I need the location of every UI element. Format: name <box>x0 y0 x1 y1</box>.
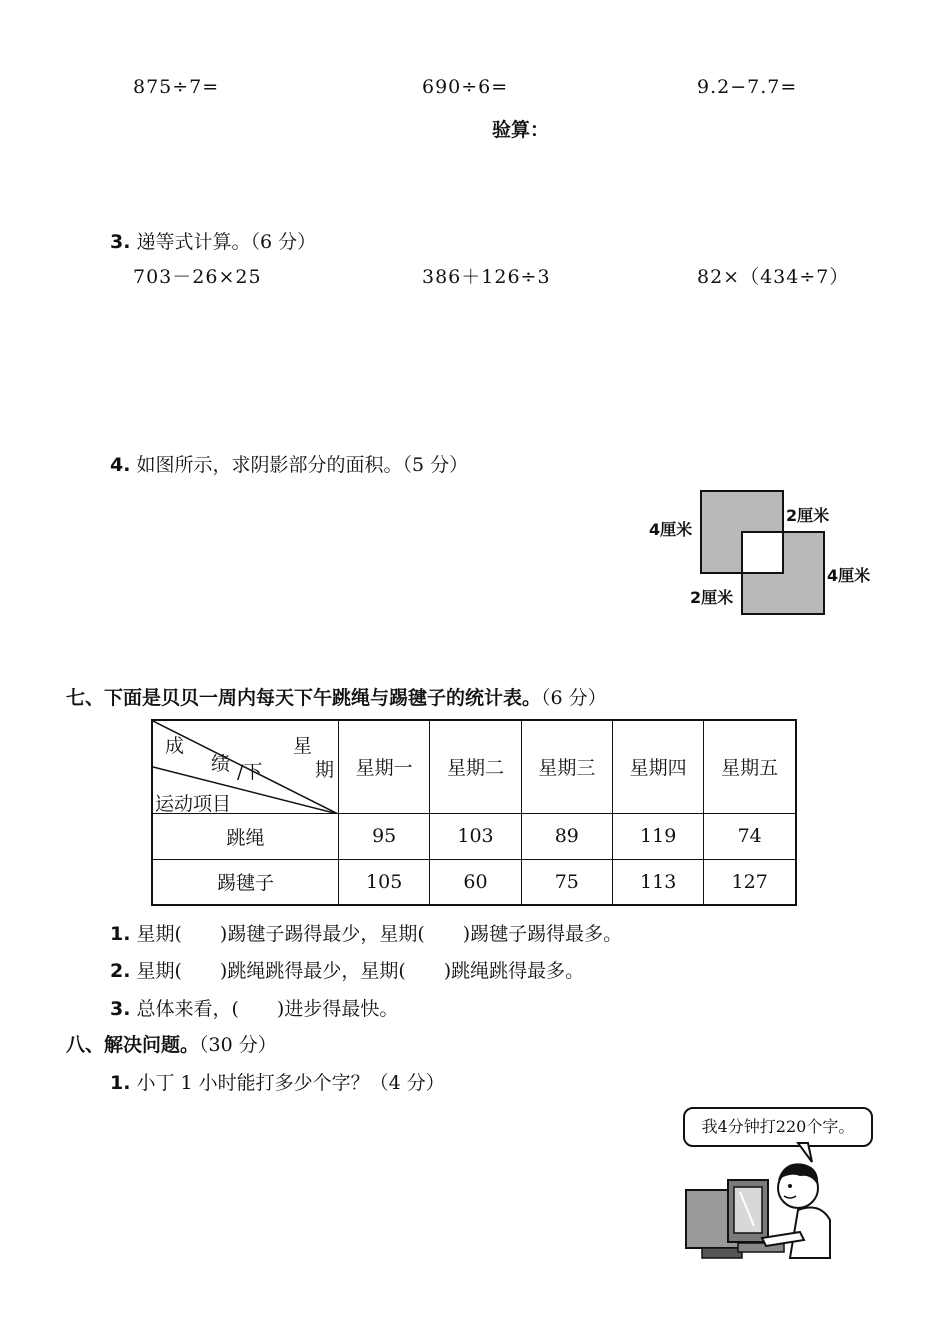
s8-q1-points: （4 分） <box>369 1072 445 1094</box>
q3-expr-1: 703－26×25 <box>133 266 262 288</box>
boy-computer-illustration <box>680 1140 850 1270</box>
s7-q3-text: 总体来看，( )进步得最快。 <box>136 998 399 1020</box>
table-cell: 95 <box>339 813 430 859</box>
corner-xing: 星 <box>293 735 313 757</box>
day-header-2: 星期二 <box>430 720 521 813</box>
table-cell: 89 <box>521 813 612 859</box>
division-expr-3: 9.2−7.7= <box>697 76 798 98</box>
corner-cheng: 成 <box>165 735 185 757</box>
table-cell: 60 <box>430 859 521 905</box>
day-header-3: 星期三 <box>521 720 612 813</box>
s7-q2-number: 2. <box>110 960 131 982</box>
section7-points: （6 分） <box>541 687 607 709</box>
row-label-shuttlecock: 踢毽子 <box>152 859 339 905</box>
section7-title <box>66 683 607 710</box>
s7-q3-number: 3. <box>110 998 131 1020</box>
q3-expr-3: 82×（434÷7） <box>697 266 850 288</box>
division-expr-1: 875÷7= <box>133 76 220 98</box>
division-expr-2: 690÷6= <box>422 76 509 98</box>
speech-bubble: 我4分钟打220个字。 <box>683 1107 873 1147</box>
q4-text: 如图所示，求阴影部分的面积。 <box>136 454 403 476</box>
day-header-1: 星期一 <box>339 720 430 813</box>
table-cell: 127 <box>704 859 796 905</box>
s7-question-3 <box>110 994 398 1021</box>
table-corner-cell <box>152 720 339 813</box>
label-right: 4厘米 <box>827 566 871 585</box>
stats-table <box>151 719 797 906</box>
q4-heading <box>110 450 468 477</box>
overlap-square <box>742 532 783 573</box>
q3-points: （6 分） <box>250 231 317 253</box>
corner-ji: 绩 <box>211 753 231 775</box>
q4-number: 4. <box>110 454 131 476</box>
corner-qi: 期 <box>315 759 335 781</box>
q3-expr-2: 386＋126÷3 <box>422 266 551 288</box>
s7-q1-number: 1. <box>110 923 131 945</box>
s8-q1-number: 1. <box>110 1072 131 1094</box>
q3-number: 3. <box>110 231 131 253</box>
s7-question-1 <box>110 919 622 946</box>
day-header-4: 星期四 <box>612 720 703 813</box>
table-header-row <box>152 720 796 813</box>
table-row <box>152 813 796 859</box>
s7-q2-text: 星期( )跳绳跳得最少，星期( )跳绳跳得最多。 <box>136 960 585 982</box>
label-left: 4厘米 <box>649 520 693 539</box>
s8-q1-text: 小丁 1 小时能打多少个字？ <box>136 1072 370 1094</box>
table-cell: 119 <box>612 813 703 859</box>
table-cell: 75 <box>521 859 612 905</box>
label-top-right: 2厘米 <box>786 506 830 525</box>
section8-title <box>66 1030 277 1057</box>
corner-project: 运动项目 <box>155 793 232 815</box>
table-cell: 74 <box>704 813 796 859</box>
s7-question-2 <box>110 956 584 983</box>
corner-xia: /下 <box>237 761 263 783</box>
day-header-5: 星期五 <box>704 720 796 813</box>
label-bottom-left: 2厘米 <box>690 588 734 607</box>
q3-text: 递等式计算。 <box>136 231 251 253</box>
section7-title-text: 七、下面是贝贝一周内每天下午跳绳与踢毽子的统计表。 <box>66 687 542 709</box>
s8-question-1 <box>110 1068 445 1095</box>
table-row <box>152 859 796 905</box>
q3-heading <box>110 227 316 254</box>
s7-q1-text: 星期( )踢毽子踢得最少，星期( )踢毽子踢得最多。 <box>136 923 623 945</box>
section8-points: （30 分） <box>199 1034 277 1056</box>
row-label-rope: 跳绳 <box>152 813 339 859</box>
check-label: 验算： <box>492 119 550 141</box>
table-cell: 105 <box>339 859 430 905</box>
table-cell: 113 <box>612 859 703 905</box>
table-cell: 103 <box>430 813 521 859</box>
q4-points: （5 分） <box>402 454 469 476</box>
section8-title-text: 八、解决问题。 <box>66 1034 200 1056</box>
